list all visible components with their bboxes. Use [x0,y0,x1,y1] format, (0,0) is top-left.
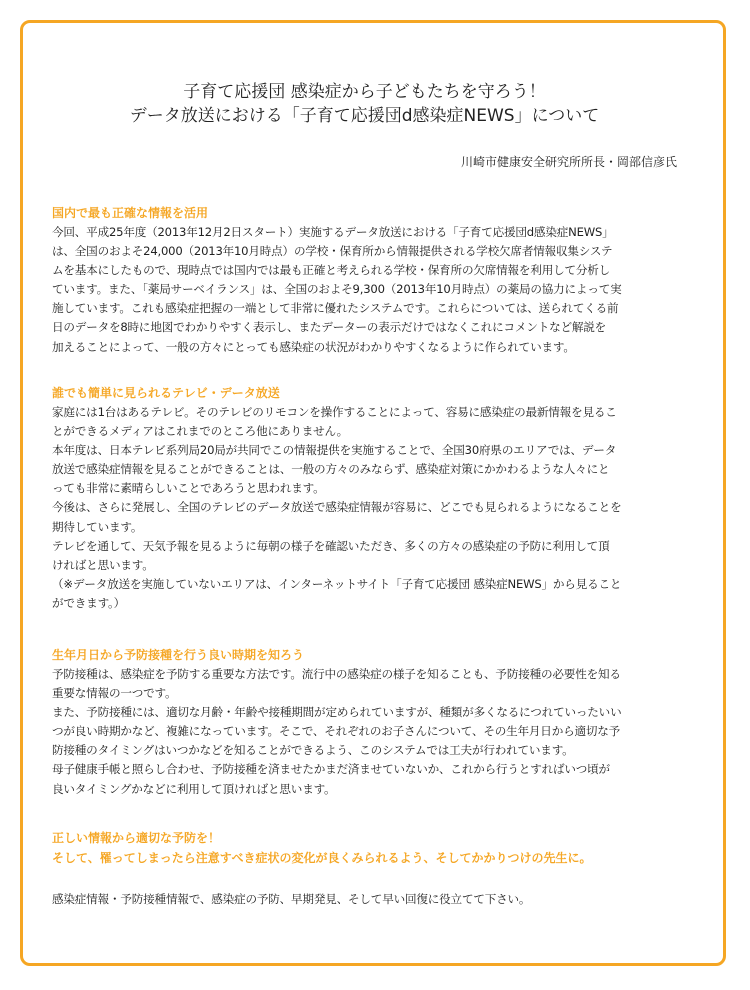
paragraph-line: ができます。） [52,595,126,610]
page-title [52,80,677,128]
paragraph-line: 予防接種は、感染症を予防する重要な方法です。流行中の感染症の様子を知ることも、予防接種の必要性を知る [52,667,621,681]
section-heading: 国内で最も正確な情報を活用 [52,206,209,220]
paragraph-line: 本年度は、日本テレビ系列局20局が共同でこの情報提供を実施することで、全国30府県のエリアでは、データ [52,443,617,458]
paragraph-line: 母子健康手帳と照らし合わせ、予防接種を済ませたかまだ済ませていないか、これから行うとすればいつ頃が [52,762,610,777]
paragraph-line: 期待しています。 [52,519,143,534]
paragraph-line: ムを基本にしたもので、現時点では国内では最も正確と考えられる学校・保育所の欠席情報を利用して分析し [52,263,611,278]
closing-line-1: 正しい情報から適切な予防を！ [52,831,221,845]
paragraph-line: 今後は、さらに発展し、全国のテレビのデータ放送で感染症情報が容易に、どこでも見られるようになることを [52,500,622,515]
title-line-1: 子育て応援団 感染症から子どもたちを守ろう！ [183,82,546,102]
section-heading: 生年月日から予防接種を行う良い時期を知ろう [52,648,305,662]
footer-note [52,890,677,909]
paragraph-line: つが良い時期かなど、複雑になっています。そこで、それぞれのお子さんについて、その生年月日から適切な予 [52,724,621,739]
paragraph-line: 今回、平成25年度（2013年12月2日スタート）実施するデータ放送における「子育て応援団d感染症NEWS」 [52,225,614,239]
paragraph-line: 良いタイミングかなどに利用して頂ければと思います。 [52,781,336,796]
paragraph-line: テレビを通して、天気予報を見るように毎朝の様子を確認いただき、多くの方々の感染症の予防に利用して頂 [52,538,610,553]
paragraph-line: は、全国のおよそ24,000（2013年10月時点）の学校・保育所から情報提供される学校欠席者情報収集システ [52,244,613,259]
section-accurate-info [52,204,677,357]
paragraph-line: ています。また、「薬局サーベイランス」は、全国のおよそ9,300（2013年10月時点）の薬局の協力によって実 [52,282,622,297]
section-tv-data-broadcast [52,384,677,613]
paragraph-line: 重要な情報の一つです。 [52,686,177,701]
section-vaccination-timing [52,646,677,799]
paragraph-line: （※データ放送を実施していないエリアは、インターネットサイト「子育て応援団 感染症NEWS」から見ること [52,576,622,591]
closing-line-2: そして、罹ってしまったら注意すべき症状の変化が良くみられるよう、そしてかかりつけの先生に。 [52,851,592,865]
paragraph-line: 防接種のタイミングはいつかなどを知ることができるよう、このシステムでは工夫が行われています。 [52,743,574,758]
paragraph-line: 施しています。これも感染症把握の一端として非常に優れたシステムです。これらについては、送られてくる前 [52,301,619,316]
paragraph-line: 日のデータを8時に地図でわかりやすく表示し、またデーターの表示だけではなくこれにコメントなど解説を [52,320,607,335]
paragraph-line: 放送で感染症情報を見ることができることは、一般の方々のみならず、感染症対策にかかわるような人々にと [52,462,610,477]
paragraph-line: 家庭には1台はあるテレビ。そのテレビのリモコンを操作することによって、容易に感染症の最新情報を見るこ [52,405,617,419]
title-line-2: データ放送における「子育て応援団d感染症NEWS」について [129,106,600,126]
section-heading: 誰でも簡単に見られるテレビ・データ放送 [52,386,280,400]
footer-text: 感染症情報・予防接種情報で、感染症の予防、早期発見、そして早い回復に役立てて下さい。 [52,892,531,906]
paragraph-line: 加えることによって、一般の方々にとっても感染症の状況がわかりやすくなるように作られています。 [52,339,575,354]
paragraph-line: っても非常に素晴らしいことであろうと思われます。 [52,481,325,496]
author-credit: 川崎市健康安全研究所所長・岡部信彦氏 [460,155,677,169]
paragraph-line: ければと思います。 [52,557,154,572]
paragraph-line: とができるメディアはこれまでのところ他にありません。 [52,424,349,439]
paragraph-line: また、予防接種には、適切な月齢・年齢や接種期間が定められていますが、種類が多くなるにつれていったいい [52,705,622,720]
closing-message [52,828,677,868]
